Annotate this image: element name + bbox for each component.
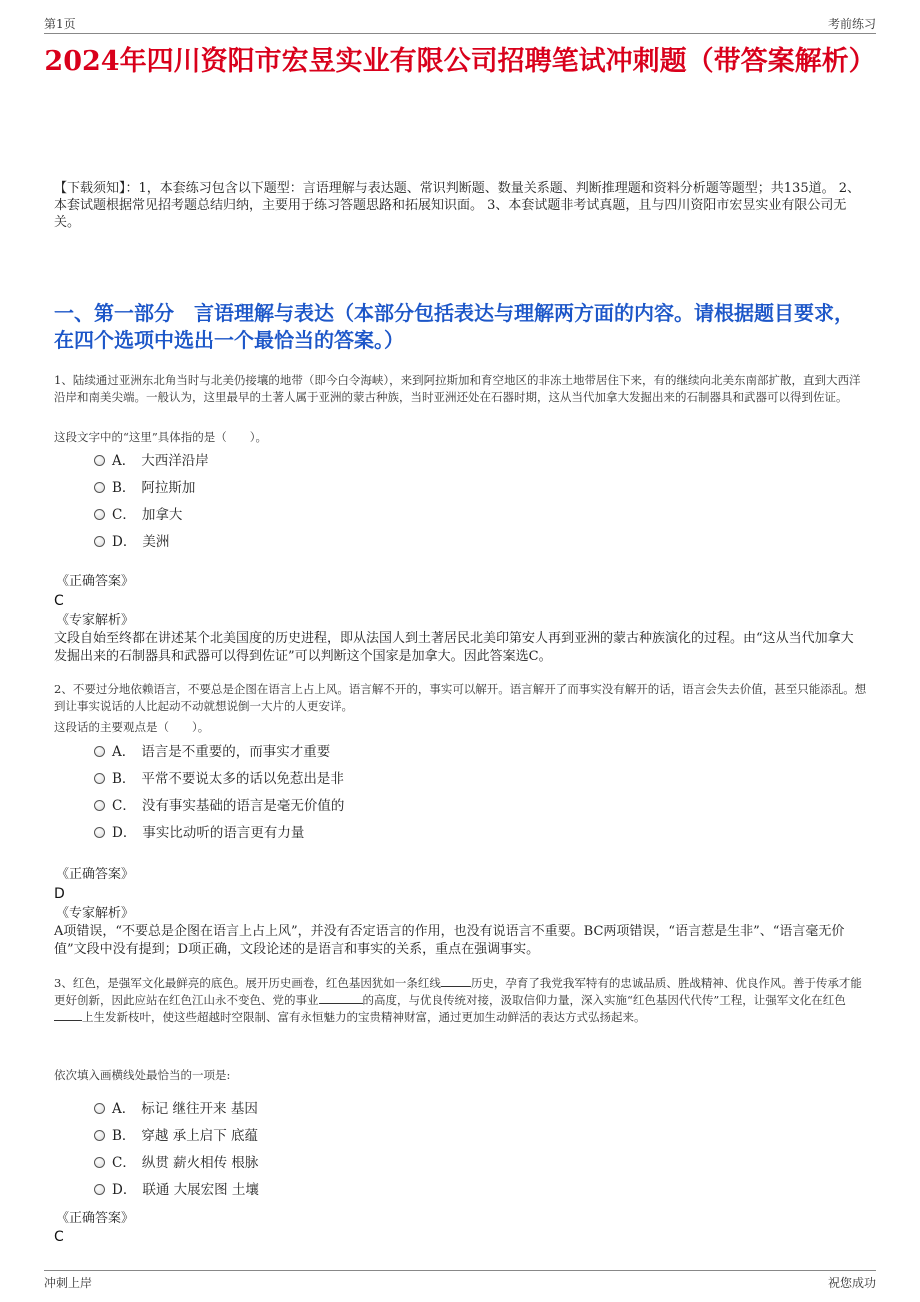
- question-3-option-b[interactable]: B． 穿越 承上启下 底蕴: [94, 1126, 258, 1146]
- radio-icon[interactable]: [94, 1103, 105, 1114]
- fill-blank-1: [441, 986, 471, 987]
- page-header: [44, 10, 876, 34]
- radio-icon[interactable]: [94, 773, 105, 784]
- question-2-option-c[interactable]: C． 没有事实基础的语言是毫无价值的: [94, 796, 344, 816]
- question-3-option-a[interactable]: A． 标记 继往开来 基因: [94, 1099, 258, 1119]
- question-2-stem: 2、不要过分地依赖语言，不要总是企图在语言上占上风。语言解不开的，事实可以解开。语言解开了而事实没有解开的话，语言会失去价值，甚至只能添乱。想到让事实说话的人比起动不动就想说倒一大片的人更安详。: [54, 682, 867, 713]
- page-number: 第1页: [44, 17, 76, 31]
- question-3-stem: 3、红色，是强军文化最鲜亮的底色。展开历史画卷，红色基因犹如一条红线 历史，孕育了我党我军特有的忠诚品质、胜战精神、优良作风。善于传承才能更好创新，因此应站在红色江山永不变色、党的事业 的高度，与优良传统对接，汲取信仰力量，深入实施“红色基因代代传”工程，让强军文化在红色上生发新枝叶，使这些超越时空限制、富有永恒魅力的宝贵精神财富，通过更加生动鲜活的表达方式弘扬起来。: [54, 976, 862, 1024]
- section-heading: 一、第一部分 言语理解与表达（本部分包括表达与理解两方面的内容。请根据题目要求，在四个选项中选出一个最恰当的答案。）: [54, 301, 854, 352]
- question-3-option-c[interactable]: C． 纵贯 薪火相传 根脉: [94, 1153, 258, 1173]
- question-2-answer-label: 《正确答案》: [56, 867, 135, 882]
- question-2-prompt: 这段话的主要观点是（ ）。: [54, 720, 210, 734]
- radio-icon[interactable]: [94, 509, 105, 520]
- document-title: 2024年四川资阳市宏昱实业有限公司招聘笔试冲刺题（带答案解析）: [44, 46, 876, 77]
- radio-icon[interactable]: [94, 1130, 105, 1141]
- question-2-option-d[interactable]: D． 事实比动听的语言更有力量: [94, 823, 304, 843]
- question-1-stem: 1、陆续通过亚洲东北角当时与北美仍接壤的地带（即今白令海峡），来到阿拉斯加和育空地区的非冻土地带居住下来，有的继续向北美东南部扩散，直到大西洋沿岸和南美尖端。一般认为，这里最早的土著人属于亚洲的蒙古种族，当时亚洲还处在石器时期，这从当代加拿大发掘出来的石制器具和武器可以得到佐证。: [54, 373, 861, 404]
- question-1-prompt: 这段文字中的“这里”具体指的是（ ）。: [54, 430, 268, 444]
- radio-icon[interactable]: [94, 1184, 105, 1195]
- footer-right-text: 祝您成功: [827, 1276, 876, 1290]
- question-3-prompt: 依次填入画横线处最恰当的一项是:: [54, 1068, 231, 1082]
- footer-left-text: 冲刺上岸: [44, 1276, 93, 1290]
- question-1-answer-label: 《正确答案》: [56, 574, 135, 589]
- question-1-analysis: 文段自始至终都在讲述某个北美国度的历史进程，即从法国人到土著居民北美印第安人再到亚洲的蒙古种族演化的过程。由“这从当代加拿大发掘出来的石制器具和武器可以得到佐证”可以判断这个国家是加拿大。因此答案选C。: [54, 631, 854, 664]
- question-1-analysis-label: 《专家解析》: [56, 613, 135, 628]
- radio-icon[interactable]: [94, 536, 105, 547]
- question-3-option-d[interactable]: D． 联通 大展宏图 土壤: [94, 1180, 259, 1200]
- fill-blank-3: [54, 1020, 82, 1021]
- question-2-analysis: A项错误，“不要总是企图在语言上占上风”，并没有否定语言的作用，也没有说语言不重要。BC两项错误，“语言惹是生非”、“语言毫无价值”文段中没有提到；D项正确，文段论述的是语言和事实的关系，重点在强调事实。: [54, 924, 845, 957]
- question-2-answer: D: [54, 886, 65, 902]
- radio-icon[interactable]: [94, 1157, 105, 1168]
- question-1-option-a[interactable]: A． 大西洋沿岸: [94, 451, 209, 471]
- question-1-answer: C: [54, 593, 64, 609]
- radio-icon[interactable]: [94, 746, 105, 757]
- radio-icon[interactable]: [94, 800, 105, 811]
- page-footer: [44, 1270, 876, 1292]
- question-3-answer: C: [54, 1229, 64, 1245]
- question-2-option-a[interactable]: A． 语言是不重要的，而事实才重要: [94, 742, 330, 762]
- radio-icon[interactable]: [94, 455, 105, 466]
- radio-icon[interactable]: [94, 827, 105, 838]
- question-1-option-b[interactable]: B． 阿拉斯加: [94, 478, 195, 498]
- question-3-answer-label: 《正确答案》: [56, 1211, 135, 1226]
- header-label: 考前练习: [827, 17, 876, 31]
- download-notice: 【下载须知】：1，本套练习包含以下题型：言语理解与表达题、常识判断题、数量关系题、判断推理题和资料分析题等题型；共135道。 2、本套试题根据常见招考题总结归纳，主要用于练习答题思路和拓展知识面。 3、本套试题非考试真题，且与四川资阳市宏昱实业有限公司无关。: [54, 181, 860, 230]
- question-2-option-b[interactable]: B． 平常不要说太多的话以免惹出是非: [94, 769, 344, 789]
- question-1-option-c[interactable]: C． 加拿大: [94, 505, 182, 525]
- fill-blank-2: [319, 1003, 363, 1004]
- question-2-analysis-label: 《专家解析》: [56, 906, 135, 921]
- question-1-option-d[interactable]: D． 美洲: [94, 532, 169, 552]
- radio-icon[interactable]: [94, 482, 105, 493]
